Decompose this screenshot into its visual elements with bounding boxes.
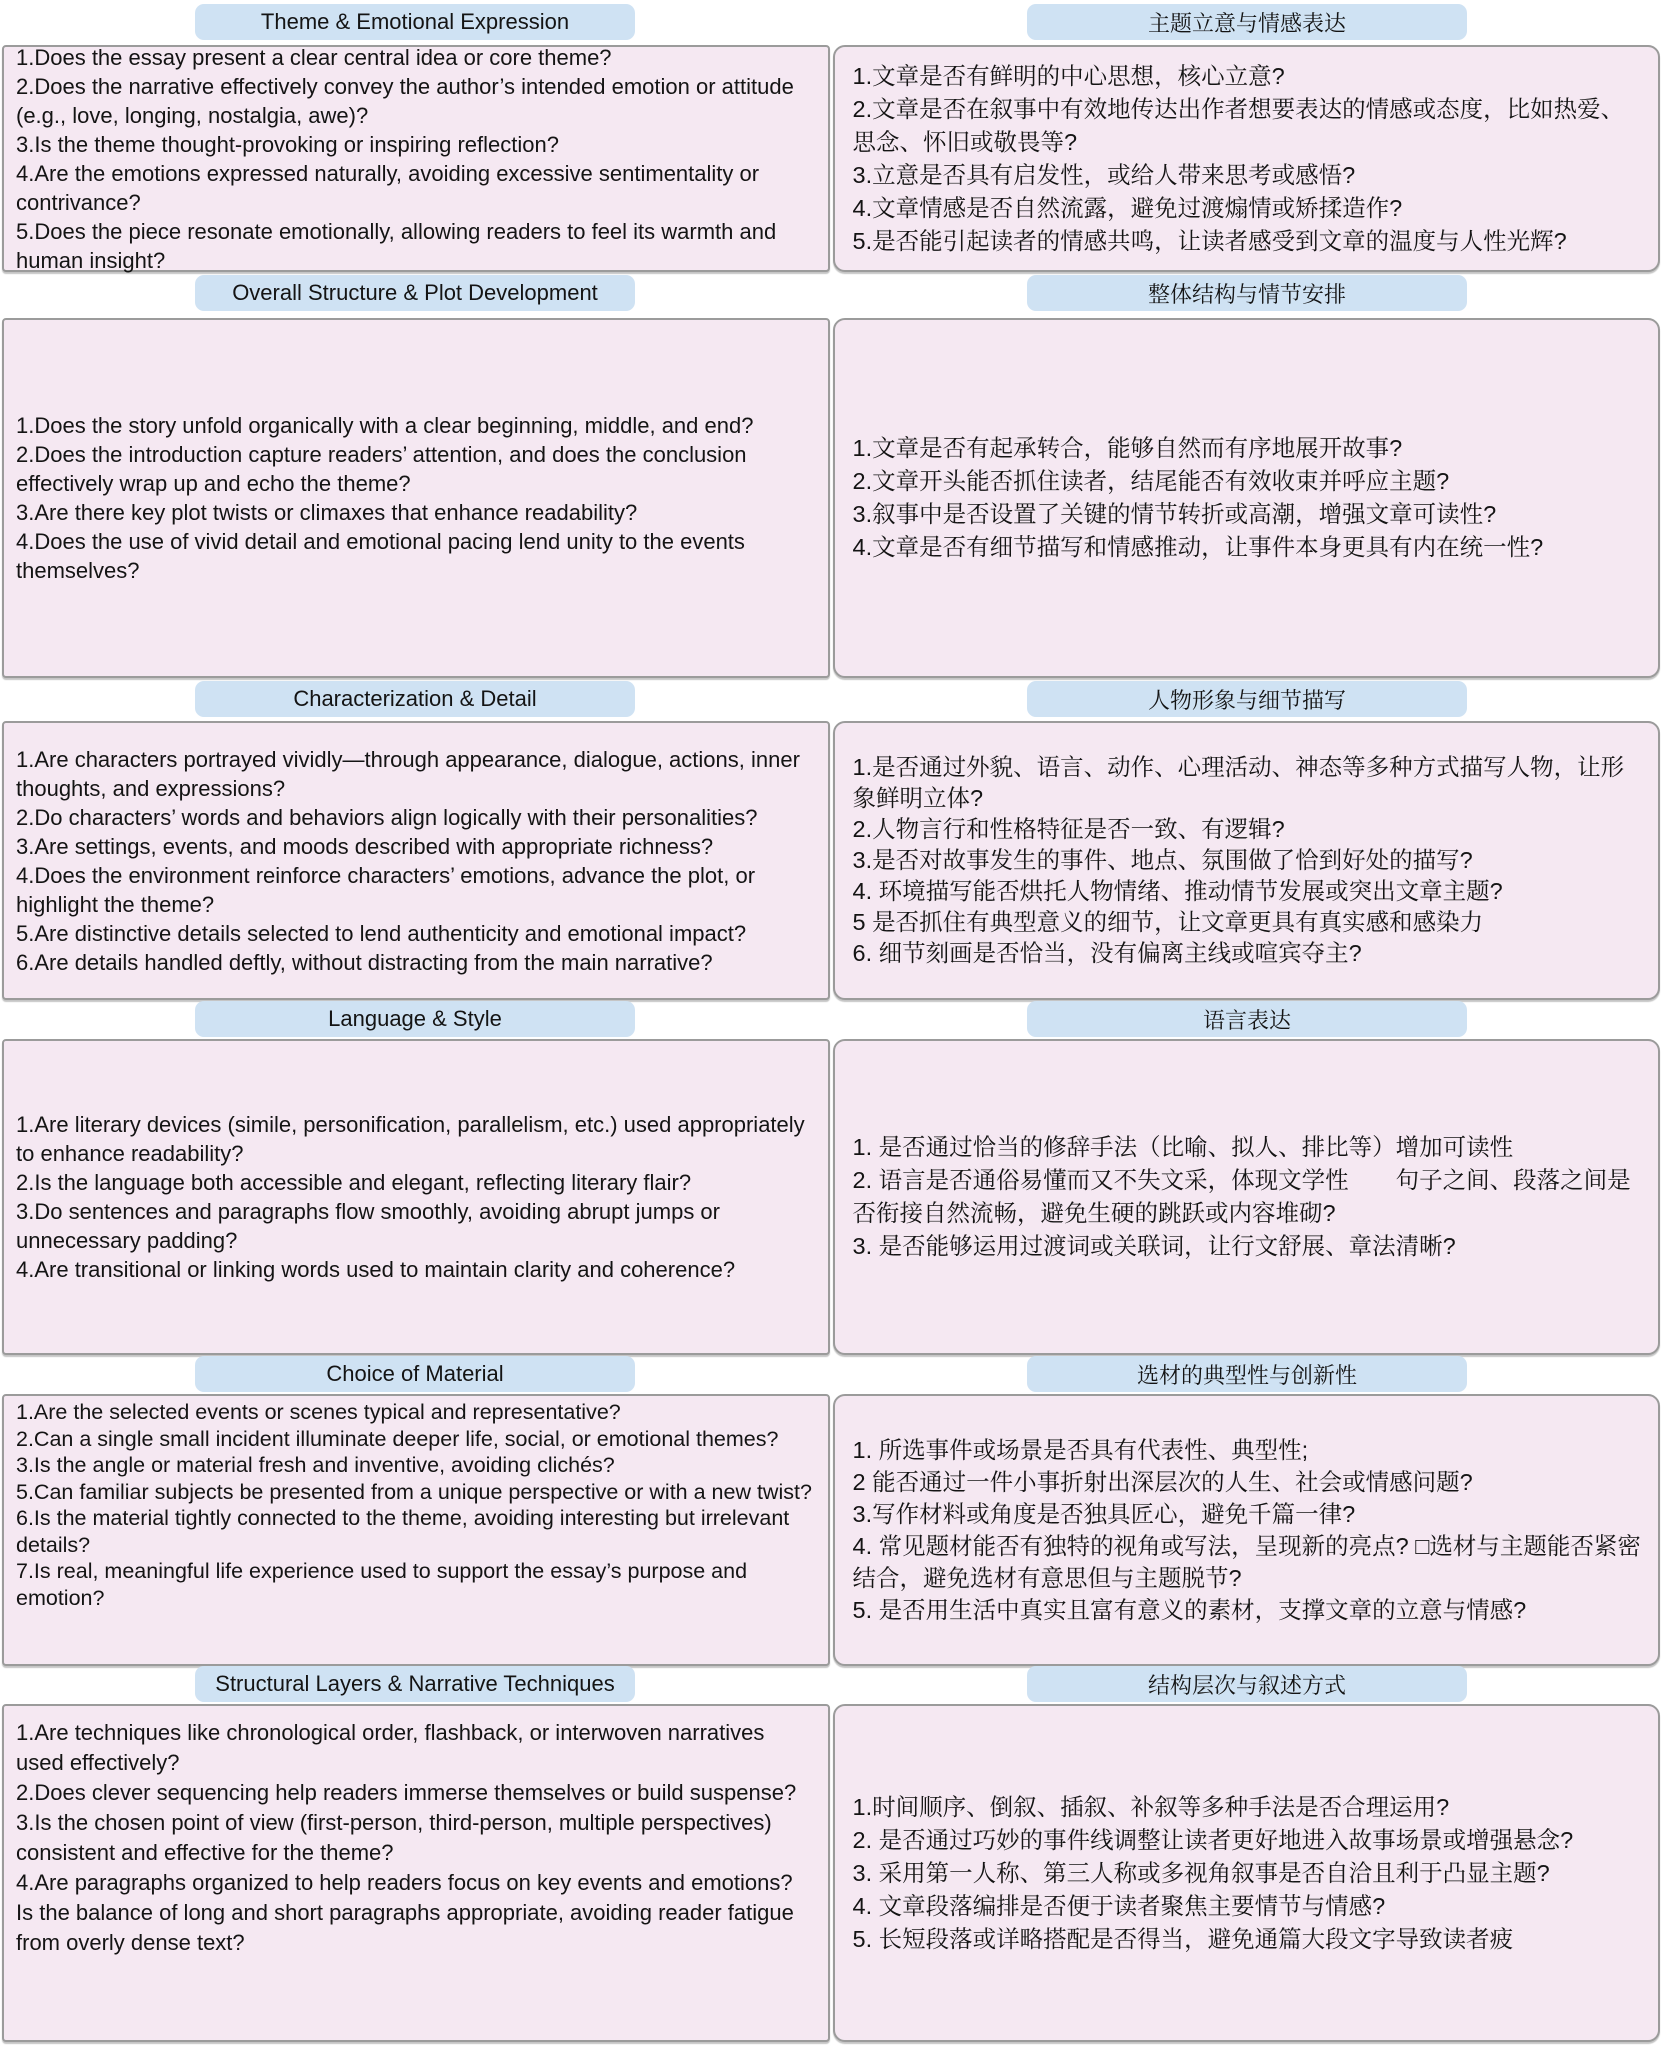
criteria-box-en <box>2 721 830 1000</box>
criterion-item-zh: 4.文章是否有细节描写和情感推动，让事件本身更具有内在统一性? <box>852 534 1544 560</box>
section-title-pill-en <box>195 4 635 40</box>
section-title-zh: 整体结构与情节安排 <box>1147 281 1346 307</box>
section-box-row <box>0 721 1661 1000</box>
header-cell-en <box>0 1666 830 1702</box>
section-header-row <box>0 275 1661 311</box>
criterion-item-zh: 2.人物言行和性格特征是否一致、有逻辑? <box>852 816 1285 842</box>
criterion-item-en: 7.Is real, meaningful life experience used to support the essay’s purpose and emotion? <box>16 1559 748 1610</box>
criterion-item-zh: 5. 长短段落或详略搭配是否得当，避免通篇大段文字导致读者疲 <box>852 1925 1514 1952</box>
criterion-item-zh: 3. 是否能够运用过渡词或关联词，让行文舒展、章法清晰? <box>852 1233 1456 1259</box>
header-cell-zh <box>833 1001 1661 1037</box>
rubric-section-4 <box>0 1001 1661 1355</box>
section-title-zh: 人物形象与细节描写 <box>1147 687 1346 713</box>
criteria-box-zh <box>833 1039 1661 1355</box>
section-box-row <box>0 1394 1661 1666</box>
criterion-item-en: 4.Are transitional or linking words used to maintain clarity and coherence? <box>16 1257 736 1282</box>
section-title-pill-zh <box>1027 681 1467 717</box>
section-box-row <box>0 45 1661 272</box>
header-cell-zh <box>833 4 1661 40</box>
criterion-item-en: 3.Do sentences and paragraphs flow smoothly, avoiding abrupt jumps or unnecessary padding? <box>16 1199 720 1253</box>
criterion-item-en: 1.Are literary devices (simile, personification, parallelism, etc.) used appropriately to enhance readability? <box>16 1112 805 1166</box>
header-cell-zh <box>833 1356 1661 1392</box>
criteria-box-zh <box>833 45 1661 272</box>
criterion-item-en: 2.Does the narrative effectively convey the author’s intended emotion or attitude (e.g., love, longing, nostalgia, awe)? <box>16 73 794 128</box>
section-title-en: Theme & Emotional Expression <box>260 9 570 34</box>
section-title-pill-zh <box>1027 4 1467 40</box>
section-title-en: Choice of Material <box>326 1361 504 1386</box>
section-title-zh: 主题立意与情感表达 <box>1147 10 1346 36</box>
criterion-item-zh: 2 能否通过一件小事折射出深层次的人生、社会或情感问题? <box>852 1469 1473 1495</box>
criterion-item-zh: 5 是否抓住有典型意义的细节，让文章更具有真实感和感染力 <box>852 909 1484 935</box>
criterion-item-en: 1.Does the essay present a clear central idea or core theme? <box>16 44 612 70</box>
header-cell-en <box>0 1356 830 1392</box>
criterion-item-en: 2.Does the introduction capture readers’ attention, and does the conclusion effectively wrap up and echo the theme? <box>16 442 747 496</box>
criterion-item-en: 3.Is the theme thought-provoking or inspiring reflection? <box>16 131 559 157</box>
criteria-box-zh <box>833 318 1661 678</box>
criteria-box-en <box>2 1394 830 1666</box>
criterion-item-en: 4.Does the use of vivid detail and emotional pacing lend unity to the events themselves? <box>16 529 745 583</box>
header-cell-en <box>0 4 830 40</box>
criteria-box-zh <box>833 721 1661 1000</box>
criteria-box-en <box>2 318 830 678</box>
section-title-en: Language & Style <box>328 1006 502 1031</box>
criterion-item-zh: 2.文章开头能否抓住读者，结尾能否有效收束并呼应主题? <box>852 468 1450 494</box>
criterion-item-en: 3.Is the angle or material fresh and inventive, avoiding clichés? <box>16 1453 615 1477</box>
section-title-pill-zh <box>1027 1001 1467 1037</box>
section-title-pill-en <box>195 275 635 311</box>
section-box-row <box>0 1039 1661 1355</box>
criterion-item-zh: 4. 文章段落编排是否便于读者聚焦主要情节与情感? <box>852 1892 1386 1919</box>
section-title-pill-en <box>195 1666 635 1702</box>
criterion-item-en: 4.Are the emotions expressed naturally, avoiding excessive sentimentality or contrivance? <box>16 160 760 215</box>
section-title-zh: 结构层次与叙述方式 <box>1147 1672 1346 1698</box>
section-header-row <box>0 1001 1661 1037</box>
criterion-item-zh: 3.是否对故事发生的事件、地点、氛围做了恰到好处的描写? <box>852 847 1473 873</box>
bilingual-essay-rubric <box>0 4 1661 2042</box>
header-cell-en <box>0 275 830 311</box>
header-cell-en <box>0 1001 830 1037</box>
section-title-zh: 语言表达 <box>1202 1007 1291 1033</box>
section-title-en: Structural Layers & Narrative Techniques <box>215 1671 615 1696</box>
criterion-item-en: 3.Is the chosen point of view (first-person, third-person, multiple perspectives) consistent and effective for the theme? <box>16 1810 772 1865</box>
section-title-en: Overall Structure & Plot Development <box>232 280 598 305</box>
criterion-item-en: 4.Are paragraphs organized to help readers focus on key events and emotions? <box>16 1870 793 1895</box>
section-title-en: Characterization & Detail <box>293 686 537 711</box>
criterion-item-zh: 2.文章是否在叙事中有效地传达出作者想要表达的情感或态度，比如热爱、思念、怀旧或敬畏等? <box>852 95 1625 155</box>
section-title-pill-en <box>195 1001 635 1037</box>
criterion-item-en: 3.Are settings, events, and moods described with appropriate richness? <box>16 833 714 859</box>
criterion-item-en: Is the balance of long and short paragraphs appropriate, avoiding reader fatigue from overly dense text? <box>16 1900 794 1955</box>
criterion-item-zh: 5.是否能引起读者的情感共鸣，让读者感受到文章的温度与人性光辉? <box>852 227 1567 254</box>
criterion-item-en: 1.Are techniques like chronological order, flashback, or interwoven narratives used effectively? <box>16 1720 765 1775</box>
criterion-item-zh: 1.文章是否有鲜明的中心思想，核心立意? <box>852 62 1285 89</box>
criterion-item-zh: 3.叙事中是否设置了关键的情节转折或高潮，增强文章可读性? <box>852 501 1497 527</box>
criteria-box-en <box>2 1039 830 1355</box>
criterion-item-zh: 4. 环境描写能否烘托人物情绪、推动情节发展或突出文章主题? <box>852 878 1503 904</box>
rubric-section-1 <box>0 4 1661 272</box>
header-cell-zh <box>833 275 1661 311</box>
criterion-item-zh: 4. 常见题材能否有独特的视角或写法，呈现新的亮点? □选材与主题能否紧密结合，避免选材有意思但与主题脱节? <box>852 1533 1641 1591</box>
rubric-section-2 <box>0 275 1661 678</box>
criterion-item-zh: 1.文章是否有起承转合，能够自然而有序地展开故事? <box>852 435 1403 461</box>
criteria-box-zh <box>833 1704 1661 2042</box>
section-box-row <box>0 318 1661 678</box>
criterion-item-en: 6.Is the material tightly connected to the theme, avoiding interesting but irrelevant details? <box>16 1506 790 1557</box>
header-cell-zh <box>833 1666 1661 1702</box>
criterion-item-zh: 6. 细节刻画是否恰当，没有偏离主线或喧宾夺主? <box>852 940 1362 966</box>
criterion-item-zh: 2. 语言是否通俗易懂而又不失文采，体现文学性 句子之间、段落之间是否衔接自然流畅，避免生硬的跳跃或内容堆砌? <box>852 1167 1631 1226</box>
section-title-pill-en <box>195 681 635 717</box>
criterion-item-en: 5.Are distinctive details selected to lend authenticity and emotional impact? <box>16 920 747 946</box>
criterion-item-en: 5.Can familiar subjects be presented from a unique perspective or with a new twist? <box>16 1479 812 1504</box>
section-header-row <box>0 1356 1661 1392</box>
section-title-pill-zh <box>1027 1356 1467 1392</box>
criterion-item-zh: 1. 是否通过恰当的修辞手法（比喻、拟人、排比等）增加可读性 <box>852 1134 1514 1160</box>
section-header-row <box>0 681 1661 717</box>
criterion-item-en: 4.Does the environment reinforce characters’ emotions, advance the plot, or highlight the theme? <box>16 862 756 917</box>
section-box-row <box>0 1704 1661 2042</box>
criterion-item-zh: 1.时间顺序、倒叙、插叙、补叙等多种手法是否合理运用? <box>852 1793 1450 1820</box>
criteria-box-en <box>2 1704 830 2042</box>
criterion-item-en: 1.Are characters portrayed vividly—through appearance, dialogue, actions, inner thoughts, and expressions? <box>16 746 800 801</box>
criterion-item-zh: 1.是否通过外貌、语言、动作、心理活动、神态等多种方式描写人物，让形象鲜明立体? <box>852 754 1625 811</box>
criterion-item-en: 3.Are there key plot twists or climaxes that enhance readability? <box>16 500 638 525</box>
criterion-item-en: 6.Are details handled deftly, without distracting from the main narrative? <box>16 949 713 975</box>
criterion-item-zh: 4.文章情感是否自然流露，避免过渡煽情或矫揉造作? <box>852 194 1403 221</box>
section-title-pill-zh <box>1027 1666 1467 1702</box>
criterion-item-en: 2.Can a single small incident illuminate deeper life, social, or emotional themes? <box>16 1426 779 1451</box>
criterion-item-en: 5.Does the piece resonate emotionally, allowing readers to feel its warmth and human insight? <box>16 218 777 273</box>
rubric-section-3 <box>0 681 1661 1000</box>
section-title-zh: 选材的典型性与创新性 <box>1136 1362 1357 1388</box>
criterion-item-zh: 2. 是否通过巧妙的事件线调整让读者更好地进入故事场景或增强悬念? <box>852 1826 1574 1853</box>
criterion-item-en: 2.Do characters’ words and behaviors align logically with their personalities? <box>16 804 758 830</box>
criterion-item-zh: 5. 是否用生活中真实且富有意义的素材，支撑文章的立意与情感? <box>852 1597 1527 1623</box>
section-header-row <box>0 4 1661 40</box>
criteria-box-en <box>2 45 830 272</box>
criterion-item-en: 1.Does the story unfold organically with a clear beginning, middle, and end? <box>16 413 754 438</box>
header-cell-en <box>0 681 830 717</box>
section-title-pill-zh <box>1027 275 1467 311</box>
criterion-item-zh: 3.写作材料或角度是否独具匠心，避免千篇一律? <box>852 1501 1356 1527</box>
rubric-section-6 <box>0 1666 1661 2042</box>
section-header-row <box>0 1666 1661 1702</box>
criterion-item-zh: 3. 采用第一人称、第三人称或多视角叙事是否自洽且利于凸显主题? <box>852 1859 1550 1886</box>
criterion-item-zh: 3.立意是否具有启发性，或给人带来思考或感悟? <box>852 161 1356 188</box>
criterion-item-en: 1.Are the selected events or scenes typical and representative? <box>16 1400 621 1424</box>
rubric-section-5 <box>0 1356 1661 1666</box>
header-cell-zh <box>833 681 1661 717</box>
criteria-box-zh <box>833 1394 1661 1666</box>
criterion-item-en: 2.Does clever sequencing help readers immerse themselves or build suspense? <box>16 1780 797 1805</box>
criterion-item-zh: 1. 所选事件或场景是否具有代表性、典型性; <box>852 1437 1309 1463</box>
section-title-pill-en <box>195 1356 635 1392</box>
criterion-item-en: 2.Is the language both accessible and elegant, reflecting literary flair? <box>16 1170 692 1195</box>
